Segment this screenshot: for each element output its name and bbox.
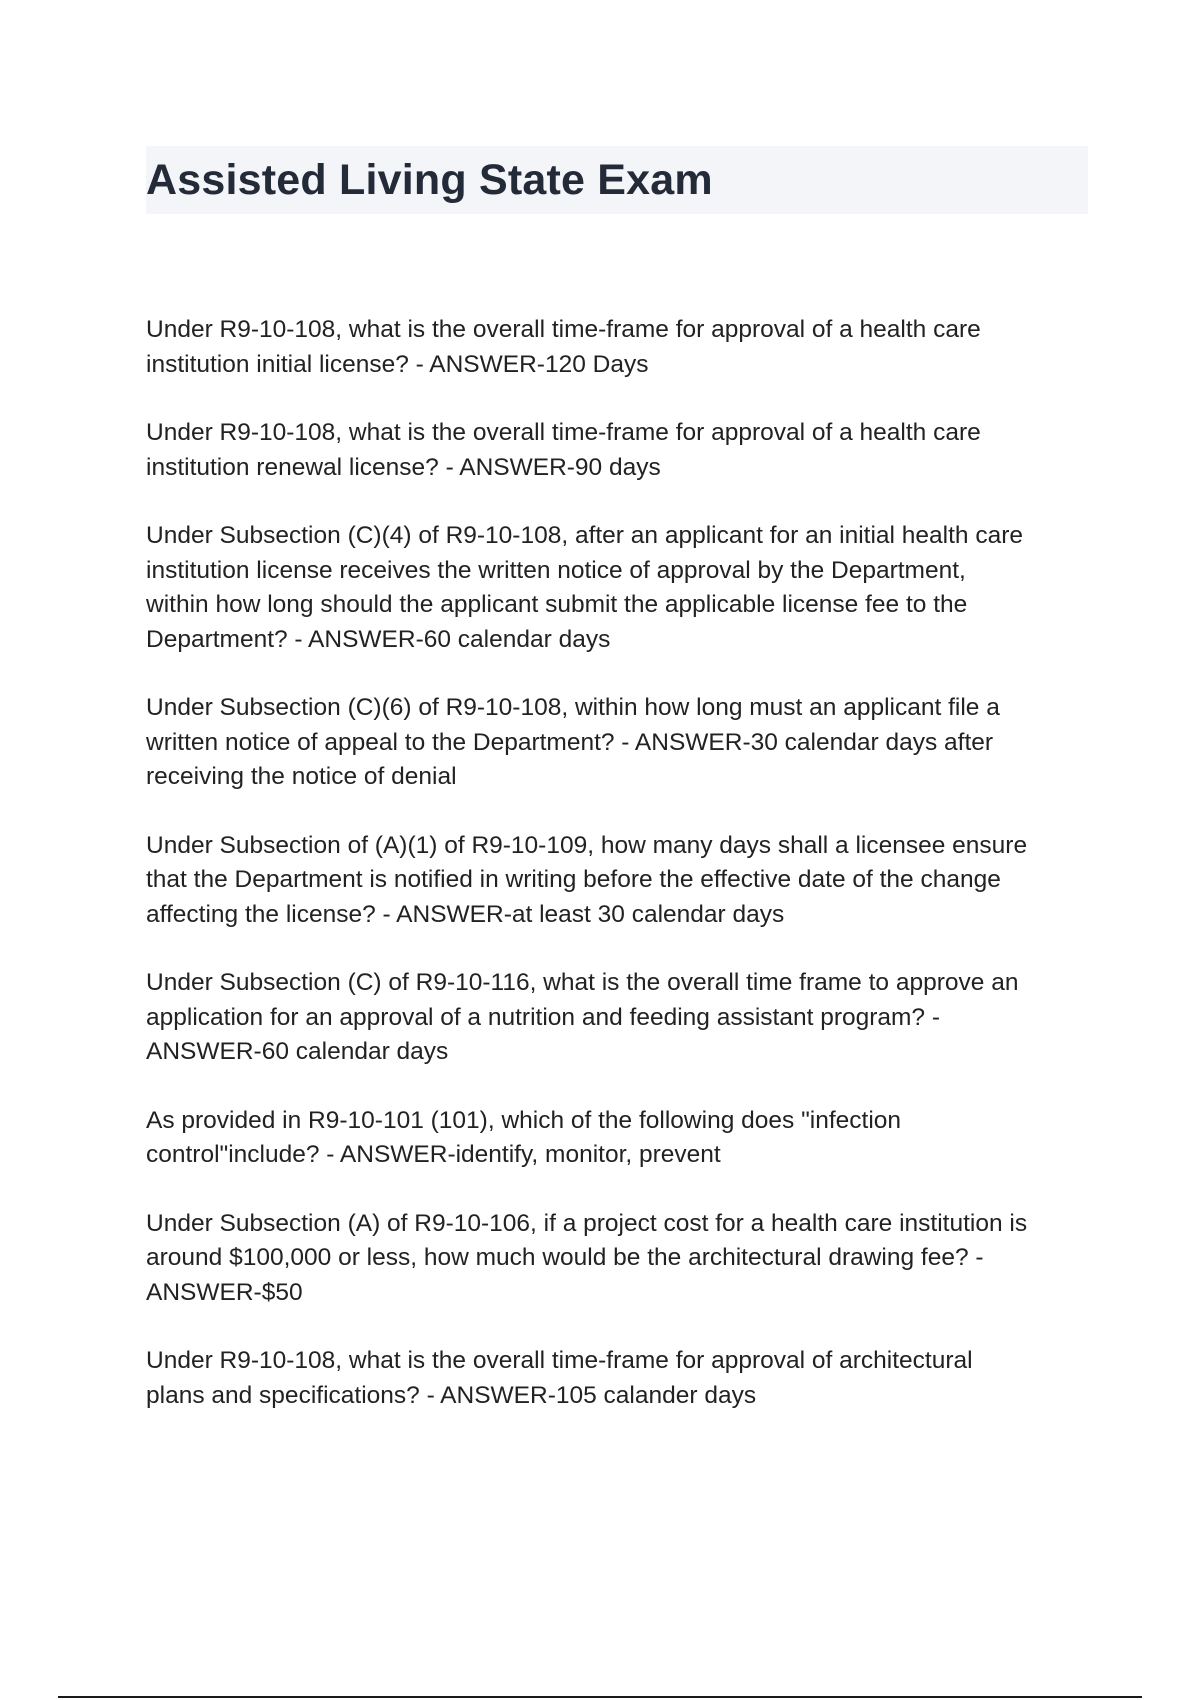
qa-list bbox=[146, 313, 1096, 1447]
qa-item: Under Subsection (C) of R9-10-116, what is the overall time frame to approve an application for an approval of a nutrition and feeding assistant program? - ANSWER-60 calendar days bbox=[146, 969, 1019, 1065]
page-title: Assisted Living State Exam bbox=[146, 156, 713, 204]
qa-item: Under R9-10-108, what is the overall time-frame for approval of a health care institution renewal license? - ANSWER-90 days bbox=[146, 419, 981, 481]
qa-item: Under R9-10-108, what is the overall time-frame for approval of architectural plans and specifications? - ANSWER-105 calander days bbox=[146, 1347, 973, 1409]
footer-divider bbox=[58, 1696, 1142, 1698]
qa-item: Under Subsection of (A)(1) of R9-10-109, how many days shall a licensee ensure that the Department is notified in writing before the effective date of the change affecting the license? - ANSWER-at least 30 calendar days bbox=[146, 831, 1028, 928]
qa-item: Under Subsection (C)(6) of R9-10-108, within how long must an applicant file a written notice of appeal to the Department? - ANSWER-30 calendar days after receiving the notice of denial bbox=[146, 694, 1000, 790]
qa-item: Under Subsection (A) of R9-10-106, if a project cost for a health care institution is around $100,000 or less, how much would be the architectural drawing fee? - ANSWER-$50 bbox=[146, 1209, 1028, 1306]
qa-item: As provided in R9-10-101 (101), which of the following does "infection control"include? - ANSWER-identify, monitor, prevent bbox=[146, 1106, 902, 1168]
qa-item: Under Subsection (C)(4) of R9-10-108, after an applicant for an initial health care institution license receives the written notice of approval by the Department, within how long should the applicant submit the applicable license fee to the Department? - ANSWER-60 calendar days bbox=[146, 522, 1024, 653]
qa-item: Under R9-10-108, what is the overall time-frame for approval of a health care institution initial license? - ANSWER-120 Days bbox=[146, 316, 981, 378]
